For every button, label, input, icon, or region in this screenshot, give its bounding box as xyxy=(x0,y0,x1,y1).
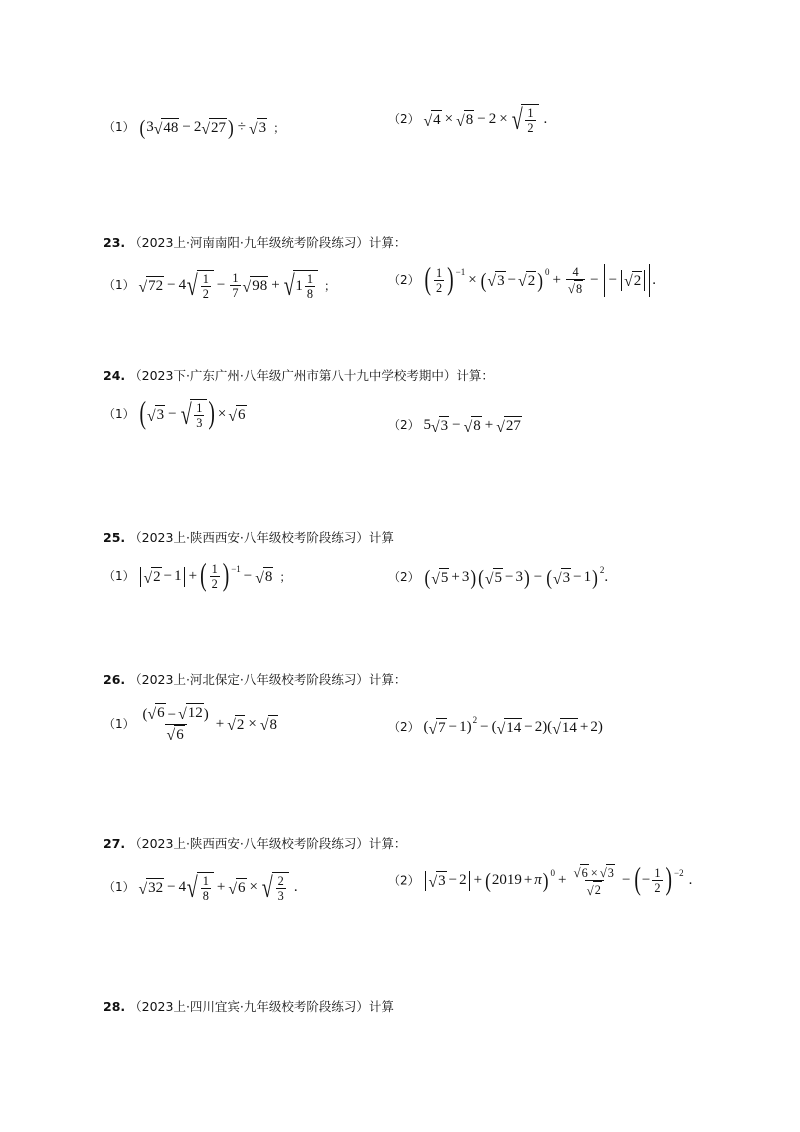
math-expression: ( √ 6 − √ 12 ) √ 6 + √ 2 × √ 8 xyxy=(142,705,277,745)
question-27-heading xyxy=(103,834,406,852)
part-label: （1） xyxy=(103,407,135,422)
question-23-part-1 xyxy=(103,270,336,301)
question-source: （2023上·陕西西安·八年级校考阶段练习）计算： xyxy=(129,836,407,851)
math-expression: 5 √ 3 − √ 8 + √ 27 xyxy=(423,417,521,436)
question-24-heading xyxy=(103,366,494,384)
part-label: （2） xyxy=(388,418,420,433)
part-label: （2） xyxy=(388,273,420,287)
question-27-part-1 xyxy=(103,872,298,903)
part-label: （2） xyxy=(388,112,420,127)
question-25-part-2 xyxy=(388,564,609,590)
question-25-part-1 xyxy=(103,559,292,594)
math-expression: √ 32 − 4 √ $\frac{1}{8}$ + √ 6 × √ $\frac{2}{3}$ . xyxy=(138,872,298,904)
question-23-heading xyxy=(103,233,406,251)
question-26-part-2 xyxy=(388,714,603,738)
top-part-1 xyxy=(103,115,286,140)
question-24-part-2 xyxy=(388,416,522,435)
question-27-part-2 xyxy=(388,864,692,898)
question-23-part-2 xyxy=(388,264,656,297)
question-number: 23. xyxy=(103,235,126,250)
question-number: 26. xyxy=(103,672,126,687)
part-label: （2） xyxy=(388,720,420,735)
question-source: （2023上·河南南阳·九年级统考阶段练习）计算： xyxy=(129,235,407,250)
math-expression: √ 3 − 2 + ( 2019 + π ) $^0$ + √ 6 × √ 3 √ 2 − ( − $\frac{1}{2}$ ) $^{-2}$ . xyxy=(423,864,692,898)
question-source: （2023上·陕西西安·八年级校考阶段练习）计算 xyxy=(129,530,394,545)
question-number: 28. xyxy=(103,999,126,1014)
math-expression: √ 72 − 4 √ $\frac{1}{2}$ − $\frac{1}{7}$ √ 98 + √ 1 $\frac{1}{8}$ ； xyxy=(138,270,336,302)
question-28-heading xyxy=(103,997,394,1015)
question-number: 24. xyxy=(103,368,126,383)
math-expression: ( √ 3 − √ $\frac{1}{3}$ ) × √ 6 xyxy=(139,397,246,432)
question-source: （2023下·广东广州·八年级广州市第八十九中学校考期中）计算： xyxy=(129,368,494,383)
part-label: （1） xyxy=(103,278,135,293)
math-expression: ( √ 7 − 1) $^2$ − ( √ 14 − 2)( √ 14 + 2) xyxy=(423,714,603,738)
math-expression: √ 4 × √ 8 − 2 × √ $\frac{1}{2}$ . xyxy=(423,104,548,136)
top-part-2 xyxy=(388,104,547,135)
math-expression: ( $\frac{1}{2}$ ) $^{-1}$ × ( √ 3 − √ 2 ) $^0$ + 4 √ 8 − − √ 2 . xyxy=(424,263,657,297)
question-source: （2023上·四川宜宾·九年级校考阶段练习）计算 xyxy=(129,999,394,1014)
part-label: （2） xyxy=(388,570,420,585)
question-source: （2023上·河北保定·八年级校考阶段练习）计算： xyxy=(129,672,407,687)
part-label: （2） xyxy=(388,873,420,888)
math-expression: ( √ 5 + 3 ) ( √ 5 − 3 ) − ( √ 3 − 1 ) $^2$ . xyxy=(424,564,609,590)
part-label: （1） xyxy=(103,716,135,731)
question-24-part-1 xyxy=(103,399,247,430)
question-26-part-1 xyxy=(103,703,278,746)
part-label: （1） xyxy=(103,880,135,895)
question-number: 27. xyxy=(103,836,126,851)
question-number: 25. xyxy=(103,530,126,545)
question-26-heading xyxy=(103,670,406,688)
part-label: （1） xyxy=(103,569,135,584)
math-expression: √ 2 − 1 + ( $\frac{1}{2}$ ) $^{-1}$ − √ 8 ； xyxy=(138,562,291,591)
part-label: （1） xyxy=(103,120,135,135)
question-25-heading xyxy=(103,528,394,546)
math-expression: ( 3 √ 48 − 2 √ 27 ) ÷ √ 3 ； xyxy=(139,115,286,140)
